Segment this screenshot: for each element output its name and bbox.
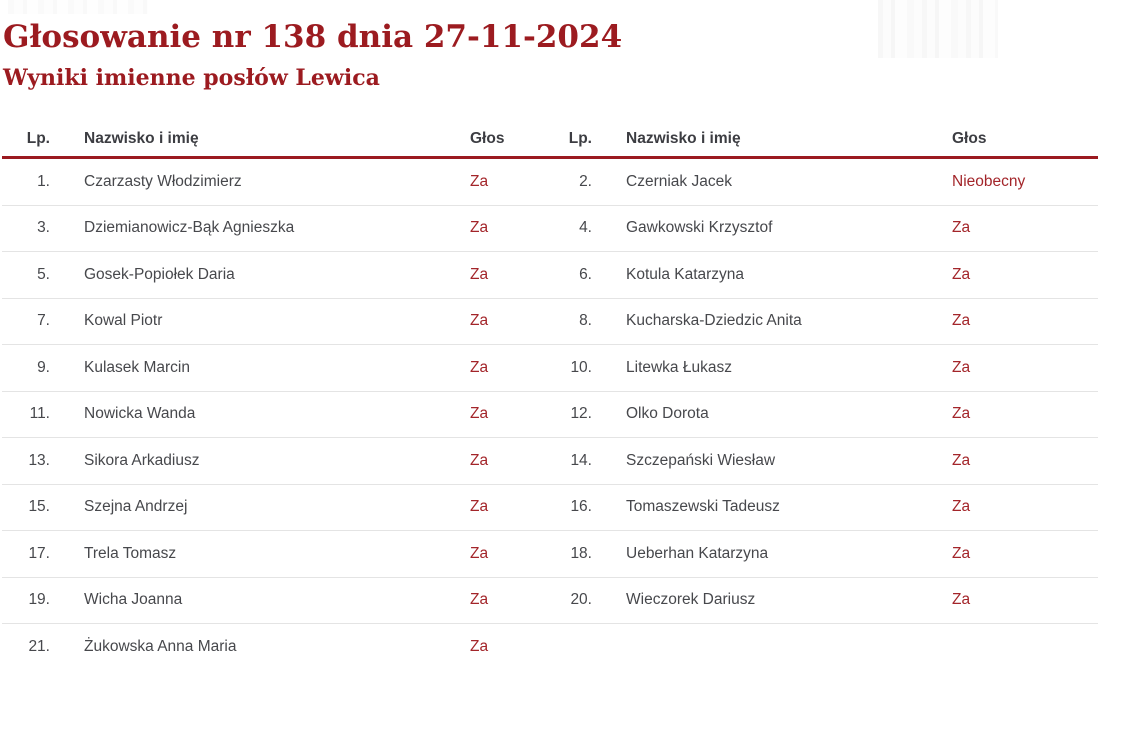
vote-value: Za	[952, 498, 971, 516]
vote-value: Za	[470, 451, 489, 469]
deputy-name: Litewka Łukasz	[626, 358, 732, 376]
deputy-name: Dziemianowicz-Bąk Agnieszka	[84, 219, 295, 237]
column-header-lp: Lp.	[26, 130, 50, 147]
vote-value: Za	[952, 312, 971, 330]
vote-value: Za	[952, 358, 971, 376]
row-number: 19.	[28, 591, 50, 609]
table-row	[2, 299, 1098, 346]
row-number: 3.	[37, 219, 50, 237]
deputy-name: Kucharska-Dziedzic Anita	[626, 312, 802, 330]
row-number: 15.	[28, 498, 50, 516]
deputy-name: Gawkowski Krzysztof	[626, 219, 773, 237]
vote-value: Za	[952, 405, 971, 423]
row-number: 4.	[579, 219, 592, 237]
deputy-name: Ueberhan Katarzyna	[626, 544, 769, 562]
table-row	[2, 252, 1098, 299]
vote-value: Za	[952, 219, 971, 237]
table-row	[2, 392, 1098, 439]
vote-results-table	[2, 122, 1098, 671]
deputy-name: Kotula Katarzyna	[626, 265, 745, 283]
vote-value: Nieobecny	[952, 172, 1026, 190]
deputy-name: Żukowska Anna Maria	[84, 638, 237, 656]
table-row	[2, 485, 1098, 532]
vote-value: Za	[470, 498, 489, 516]
vote-value: Za	[952, 265, 971, 283]
vote-value: Za	[470, 265, 489, 283]
vote-value: Za	[470, 219, 489, 237]
deputy-name: Olko Dorota	[626, 405, 709, 423]
vote-value: Za	[470, 544, 489, 562]
background-watermark-right	[878, 0, 998, 58]
page-title: Głosowanie nr 138 dnia 27-11-2024	[3, 19, 623, 55]
deputy-name: Gosek-Popiołek Daria	[84, 265, 235, 283]
deputy-name: Kowal Piotr	[84, 312, 163, 330]
vote-value: Za	[952, 544, 971, 562]
deputy-name: Sikora Arkadiusz	[84, 451, 200, 469]
deputy-name: Czerniak Jacek	[626, 172, 732, 190]
column-header-vote: Głos	[470, 130, 505, 147]
row-number: 6.	[579, 265, 592, 283]
row-number: 20.	[570, 591, 592, 609]
row-number: 8.	[579, 312, 592, 330]
table-header-row	[2, 122, 1098, 159]
column-header-vote: Głos	[952, 130, 987, 147]
row-number: 2.	[579, 172, 592, 190]
table-row	[2, 345, 1098, 392]
table-row	[2, 159, 1098, 206]
column-header-lp: Lp.	[568, 130, 592, 147]
deputy-name: Nowicka Wanda	[84, 405, 196, 423]
vote-value: Za	[470, 312, 489, 330]
deputy-name: Wieczorek Dariusz	[626, 591, 756, 609]
table-row	[2, 531, 1098, 578]
deputy-name: Szczepański Wiesław	[626, 451, 776, 469]
deputy-name: Szejna Andrzej	[84, 498, 188, 516]
table-body	[2, 159, 1098, 671]
vote-value: Za	[470, 172, 489, 190]
vote-value: Za	[952, 451, 971, 469]
row-number: 21.	[28, 638, 50, 656]
table-row	[2, 206, 1098, 253]
deputy-name: Wicha Joanna	[84, 591, 183, 609]
table-row	[2, 438, 1098, 485]
row-number: 16.	[570, 498, 592, 516]
column-header-name: Nazwisko i imię	[84, 130, 199, 147]
background-watermark-left	[8, 0, 148, 14]
table-row	[2, 624, 1098, 671]
row-number: 7.	[37, 312, 50, 330]
vote-value: Za	[470, 638, 489, 656]
row-number: 11.	[29, 405, 50, 423]
deputy-name: Kulasek Marcin	[84, 358, 190, 376]
vote-value: Za	[470, 591, 489, 609]
page-header	[3, 19, 622, 92]
row-number: 13.	[28, 451, 50, 469]
vote-value: Za	[470, 405, 489, 423]
row-number: 17.	[28, 544, 50, 562]
row-number: 5.	[37, 265, 50, 283]
row-number: 12.	[570, 405, 592, 423]
vote-value: Za	[470, 358, 489, 376]
row-number: 9.	[37, 358, 50, 376]
row-number: 18.	[570, 544, 592, 562]
page-subtitle: Wyniki imienne posłów Lewica	[3, 65, 380, 92]
deputy-name: Tomaszewski Tadeusz	[626, 498, 780, 516]
vote-value: Za	[952, 591, 971, 609]
table-row	[2, 578, 1098, 625]
deputy-name: Trela Tomasz	[84, 544, 177, 562]
row-number: 1.	[37, 172, 50, 190]
row-number: 10.	[570, 358, 592, 376]
deputy-name: Czarzasty Włodzimierz	[84, 172, 242, 190]
column-header-name: Nazwisko i imię	[626, 130, 741, 147]
row-number: 14.	[570, 451, 592, 469]
